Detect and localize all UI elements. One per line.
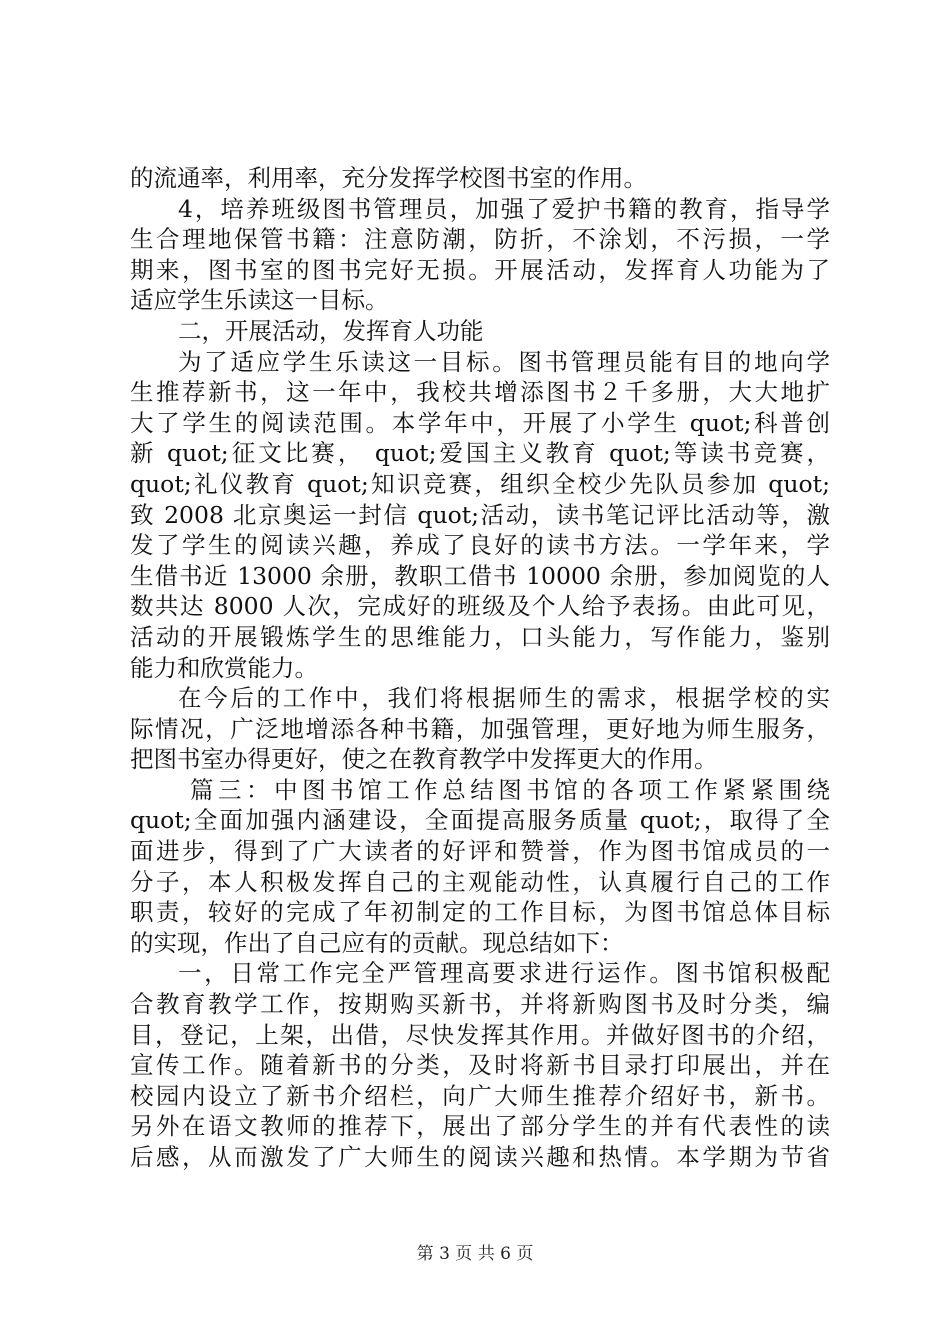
text-line: 面进步，得到了广大读者的好评和赞誉，作为图书馆成员的一: [130, 837, 830, 866]
text-line: 校园内设立了新书介绍栏，向广大师生推荐介绍好书，新书。: [130, 1081, 830, 1110]
text-line: 能力和欣赏能力。: [130, 653, 318, 682]
text-line: 适应学生乐读这一目标。: [130, 286, 389, 315]
text-line: 目，登记，上架，出借，尽快发挥其作用。并做好图书的介绍，: [130, 1020, 830, 1049]
text-line: quot;礼仪教育 quot;知识竞赛，组织全校少先队员参加 quot;: [130, 469, 830, 498]
page-footer: 第 3 页 共 6 页: [416, 1244, 534, 1264]
text-line: 的流通率，利用率，充分发挥学校图书室的作用。: [130, 164, 647, 192]
text-line: 生借书近 13000 余册，教职工借书 10000 余册，参加阅览的人: [130, 561, 830, 590]
text-line: 数共达 8000 人次，完成好的班级及个人给予表扬。由此可见，: [130, 592, 830, 621]
text-line: 一，日常工作完全严管理高要求进行运作。图书馆积极配: [178, 959, 830, 988]
text-line: 另外在语文教师的推荐下，展出了部分学生的并有代表性的读: [130, 1112, 830, 1141]
text-line: 发了学生的阅读兴趣，养成了良好的读书方法。一学年来，学: [130, 531, 830, 560]
text-line: 宣传工作。随着新书的分类，及时将新书目录打印展出，并在: [130, 1051, 830, 1080]
text-line: 篇三：中图书馆工作总结图书馆的各项工作紧紧围绕: [190, 775, 830, 804]
text-line: 为了适应学生乐读这一目标。图书管理员能有目的地向学: [178, 347, 830, 376]
text-line: 新 quot;征文比赛， quot;爱国主义教育 quot;等读书竞赛，: [130, 439, 830, 468]
text-line: 合教育教学工作，按期购买新书，并将新购图书及时分类，编: [130, 990, 830, 1019]
text-line: 二，开展活动，发挥育人功能: [178, 316, 484, 345]
text-line: 职责，较好的完成了年初制定的工作目标，为图书馆总体目标: [130, 898, 830, 927]
text-line: 期来，图书室的图书完好无损。开展活动，发挥育人功能为了: [130, 255, 830, 284]
text-line: 致 2008 北京奥运一封信 quot;活动，读书笔记评比活动等，激: [130, 500, 830, 529]
text-line: 生推荐新书，这一年中，我校共增添图书２千多册，大大地扩: [130, 378, 830, 407]
text-line: 把图书室办得更好，使之在教育教学中发挥更大的作用。: [130, 745, 718, 774]
text-line: quot;全面加强内涵建设，全面提高服务质量 quot;，取得了全: [130, 806, 830, 835]
text-line: 后感，从而激发了广大师生的阅读兴趣和热情。本学期为节省: [130, 1143, 830, 1171]
text-line: 大了学生的阅读范围。本学年中，开展了小学生 quot;科普创: [130, 408, 830, 437]
text-line: 的实现，作出了自己应有的贡献。现总结如下：: [130, 928, 624, 957]
document-body: [130, 163, 830, 1173]
text-line: 生合理地保管书籍：注意防潮，防折，不涂划，不污损，一学: [130, 225, 830, 254]
text-line: 活动的开展锻炼学生的思维能力，口头能力，写作能力，鉴别: [130, 622, 830, 651]
text-line: 4，培养班级图书管理员，加强了爱护书籍的教育，指导学: [178, 194, 830, 223]
text-line: 分子，本人积极发挥自己的主观能动性，认真履行自己的工作: [130, 867, 830, 896]
text-line: 际情况，广泛地增添各种书籍，加强管理，更好地为师生服务，: [130, 714, 830, 743]
text-line: 在今后的工作中，我们将根据师生的需求，根据学校的实: [178, 684, 830, 713]
